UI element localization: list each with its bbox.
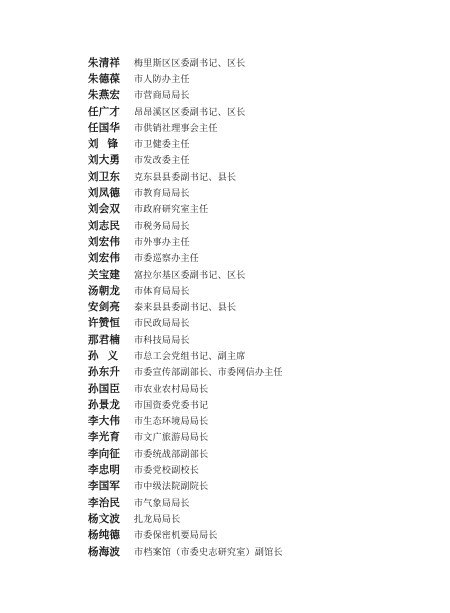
- position-title: 市民政局局长: [134, 319, 190, 330]
- person-name: 朱燕宏: [88, 89, 121, 102]
- list-item: [88, 168, 283, 184]
- person-name: 李向征: [88, 447, 121, 460]
- list-item: [88, 298, 283, 314]
- position-title: 市教育局局长: [134, 189, 190, 200]
- person-name: 汤朝龙: [88, 284, 121, 297]
- person-name: 任广才: [88, 105, 121, 118]
- list-item: [88, 478, 283, 494]
- position-title: 梅里斯区区委副书记、区长: [134, 58, 246, 69]
- position-title: 市发改委主任: [134, 156, 190, 167]
- person-name: 刘宏伟: [88, 235, 121, 248]
- person-name: 孙景龙: [88, 398, 121, 411]
- person-name: 李国军: [88, 480, 121, 493]
- person-name: 杨纯德: [88, 529, 121, 542]
- position-title: 市总工会党组书记、副主席: [134, 351, 246, 362]
- person-name: 杨海波: [88, 545, 121, 558]
- person-name: 刘锋: [88, 138, 127, 151]
- list-item: [88, 527, 283, 543]
- position-title: 市供销社理事会主任: [134, 123, 218, 134]
- position-title: 市国资委党委书记: [134, 400, 209, 411]
- list-item: [88, 543, 283, 559]
- personnel-list: [88, 54, 283, 559]
- person-name: 那君楠: [88, 333, 121, 346]
- list-item: [88, 135, 283, 151]
- position-title: 扎龙局局长: [134, 514, 181, 525]
- person-name: 李光育: [88, 431, 121, 444]
- list-item: [88, 315, 283, 331]
- position-title: 市政府研究室主任: [134, 205, 209, 216]
- list-item: [88, 119, 283, 135]
- person-name: 李忠明: [88, 464, 121, 477]
- position-title: 泰来县县委副书记、县长: [134, 303, 237, 314]
- list-item: [88, 87, 283, 103]
- position-title: 市委巡察办主任: [134, 254, 200, 265]
- position-title: 市营商局局长: [134, 91, 190, 102]
- list-item: [88, 380, 283, 396]
- position-title: 市生态环境局局长: [134, 417, 209, 428]
- list-item: [88, 217, 283, 233]
- person-name: 杨文波: [88, 512, 121, 525]
- position-title: 市委统战部副部长: [134, 449, 209, 460]
- person-name: 孙义: [88, 349, 127, 362]
- person-name: 李大伟: [88, 415, 121, 428]
- person-name: 朱清祥: [88, 56, 121, 69]
- person-name: 许赞恒: [88, 317, 121, 330]
- person-name: 安剑亮: [88, 301, 121, 314]
- position-title: 市委保密机要局局长: [134, 531, 218, 542]
- list-item: [88, 331, 283, 347]
- position-title: 市档案馆（市委史志研究室）副馆长: [134, 547, 283, 558]
- list-item: [88, 413, 283, 429]
- person-name: 任国华: [88, 121, 121, 134]
- position-title: 市外事办主任: [134, 237, 190, 248]
- position-title: 市委党校副校长: [134, 466, 200, 477]
- position-title: 市体育局局长: [134, 286, 190, 297]
- list-item: [88, 510, 283, 526]
- person-name: 刘会双: [88, 203, 121, 216]
- position-title: 市中级法院副院长: [134, 482, 209, 493]
- list-item: [88, 347, 283, 363]
- list-item: [88, 201, 283, 217]
- list-item: [88, 445, 283, 461]
- position-title: 市气象局局长: [134, 498, 190, 509]
- position-title: 市委宣传部副部长、市委网信办主任: [134, 368, 283, 379]
- list-item: [88, 396, 283, 412]
- list-item: [88, 54, 283, 70]
- list-item: [88, 184, 283, 200]
- list-item: [88, 461, 283, 477]
- list-item: [88, 233, 283, 249]
- position-title: 克东县县委副书记、县长: [134, 172, 237, 183]
- position-title: 市文广旅游局局长: [134, 433, 209, 444]
- person-name: 刘志民: [88, 219, 121, 232]
- person-name: 孙国臣: [88, 382, 121, 395]
- list-item: [88, 429, 283, 445]
- person-name: 刘卫东: [88, 170, 121, 183]
- person-name: 关宝建: [88, 268, 121, 281]
- person-name: 李治民: [88, 496, 121, 509]
- list-item: [88, 152, 283, 168]
- position-title: 富拉尔基区委副书记、区长: [134, 270, 246, 281]
- list-item: [88, 266, 283, 282]
- position-title: 市科技局局长: [134, 335, 190, 346]
- position-title: 市农业农村局局长: [134, 384, 209, 395]
- position-title: 市税务局局长: [134, 221, 190, 232]
- list-item: [88, 250, 283, 266]
- list-item: [88, 364, 283, 380]
- person-name: 孙东升: [88, 366, 121, 379]
- list-item: [88, 282, 283, 298]
- person-name: 刘凤德: [88, 187, 121, 200]
- person-name: 朱德葆: [88, 72, 121, 85]
- person-name: 刘宏伟: [88, 252, 121, 265]
- position-title: 市人防办主任: [134, 74, 190, 85]
- list-item: [88, 70, 283, 86]
- position-title: 市卫健委主任: [134, 140, 190, 151]
- list-item: [88, 494, 283, 510]
- person-name: 刘大勇: [88, 154, 121, 167]
- position-title: 昂昂溪区区委副书记、区长: [134, 107, 246, 118]
- list-item: [88, 103, 283, 119]
